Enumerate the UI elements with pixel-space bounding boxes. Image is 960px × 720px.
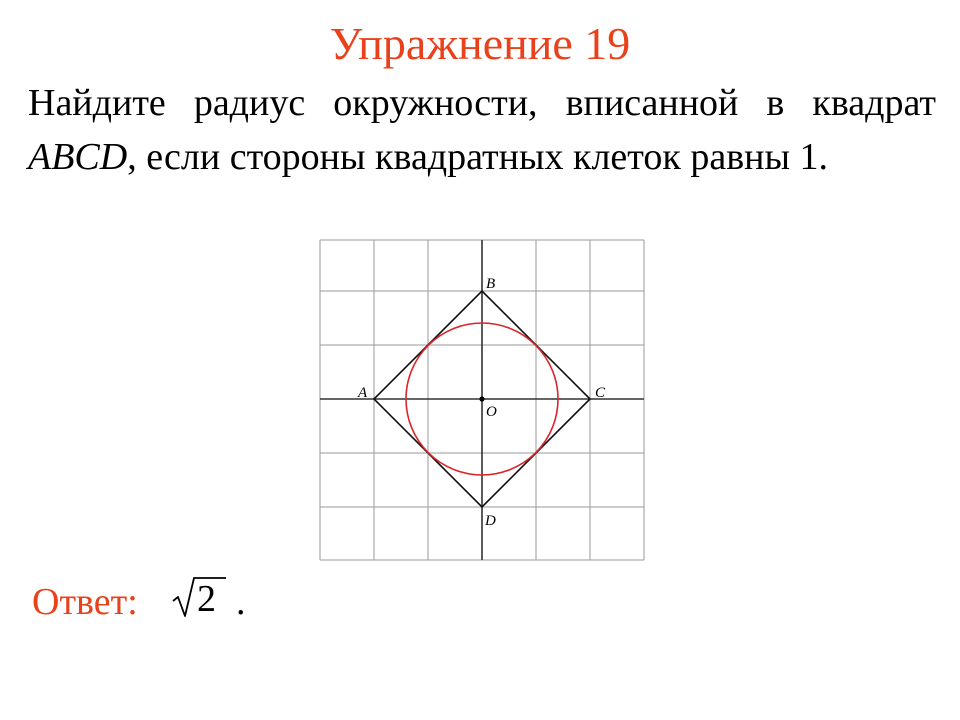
- label-o: O: [486, 404, 497, 420]
- answer-value: [170, 566, 230, 626]
- grid-diagram: [316, 236, 648, 564]
- label-a: A: [358, 385, 368, 401]
- exercise-title: Упражнение 19: [329, 18, 631, 69]
- answer-end-mark: .: [236, 581, 246, 623]
- problem-text-start: Найдите радиус окружности, вписанной в квадрат: [28, 82, 936, 124]
- square-name: ABCD: [28, 136, 128, 178]
- square-root-expression: [170, 566, 230, 626]
- label-c: C: [595, 385, 606, 401]
- label-d: D: [485, 513, 496, 529]
- label-b: B: [486, 276, 496, 292]
- geometry-figure: [316, 236, 648, 564]
- center-point-o: [479, 396, 484, 401]
- radicand: 2: [197, 578, 216, 620]
- answer-label: Ответ:: [32, 581, 138, 623]
- problem-statement: [28, 76, 936, 184]
- problem-text-end: , если стороны квадратных клеток равны 1.: [127, 136, 829, 178]
